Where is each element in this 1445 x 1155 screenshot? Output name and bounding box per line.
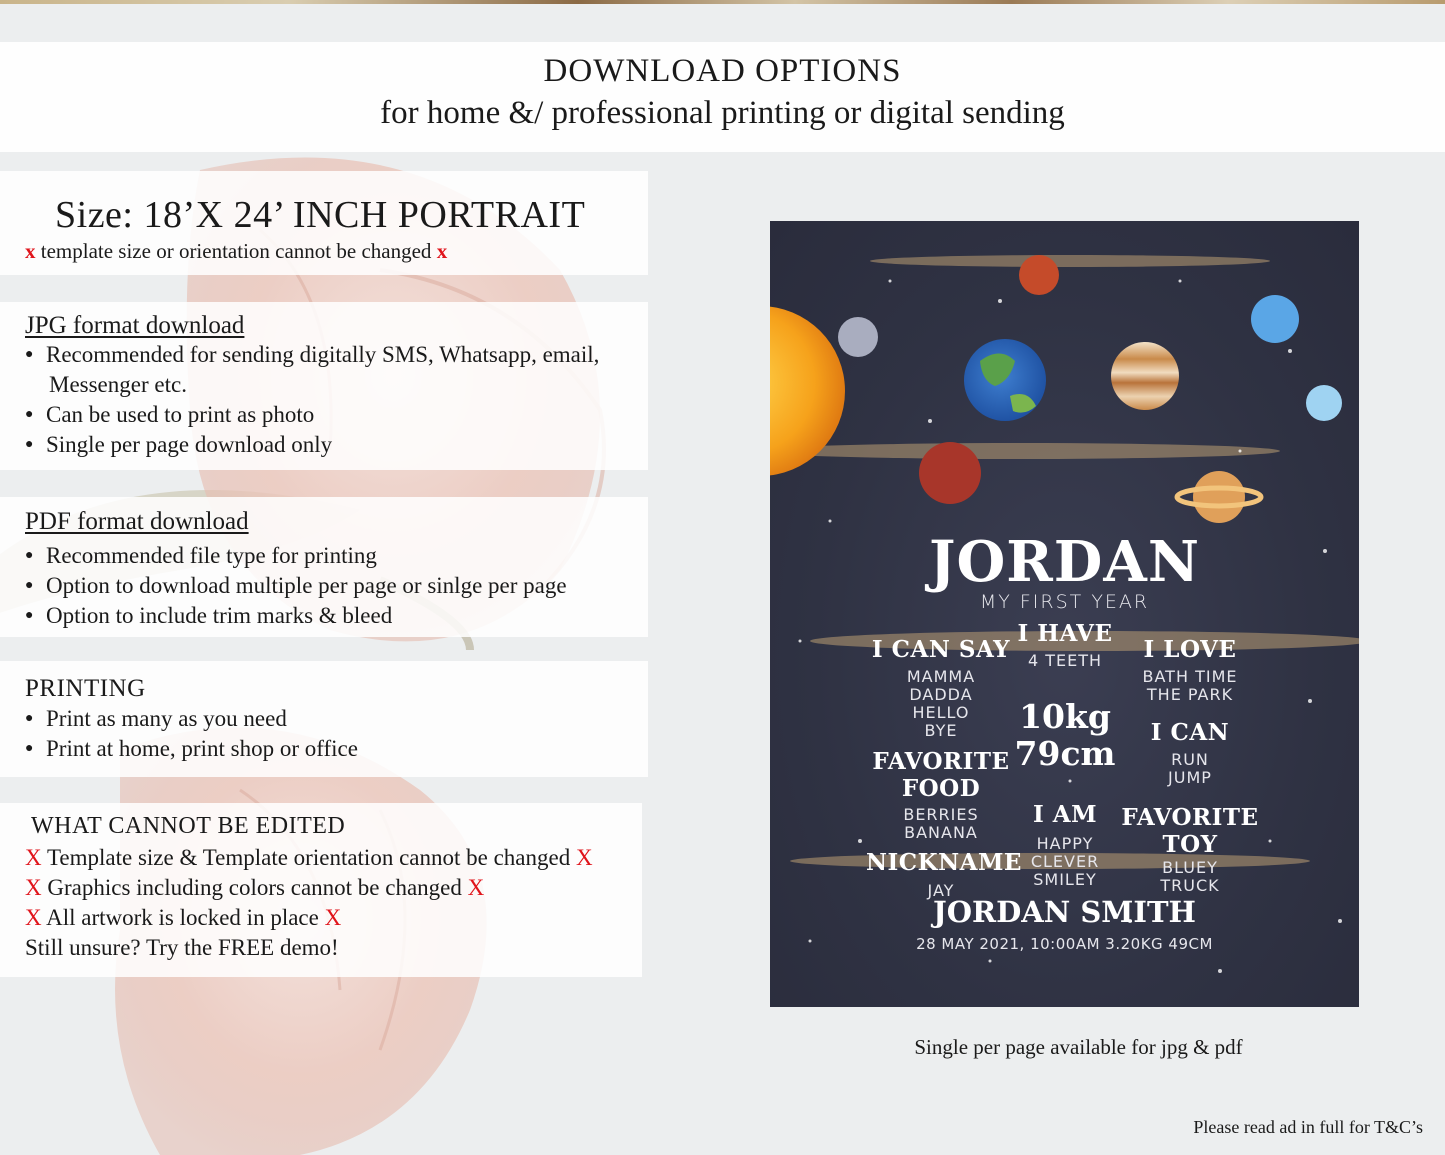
favorite-toy-title: FAVORITE TOY (1121, 804, 1259, 858)
top-photo-strip (0, 0, 1445, 4)
poster-name: JORDAN (928, 529, 1200, 595)
favorite-food-values: BERRIES BANANA (903, 805, 979, 842)
cannot-edit-line: X All artwork is locked in place X (25, 905, 342, 930)
moon-illustration (838, 317, 878, 357)
x-mark-icon: X (467, 875, 485, 900)
x-mark-icon: x (25, 239, 36, 263)
earth-illustration (964, 339, 1046, 421)
page-title: DOWNLOAD OPTIONS (543, 53, 902, 89)
cannot-edit-line: X Template size & Template orientation cannot be changed X (25, 845, 593, 870)
nickname-value: JAY (927, 881, 955, 900)
x-mark-icon: X (575, 845, 593, 870)
poster-caption: Single per page available for jpg & pdf (914, 1035, 1243, 1059)
terms-note: Please read ad in full for T&C’s (1193, 1117, 1423, 1137)
poster-artwork (770, 221, 1359, 1007)
i-am-values: HAPPY CLEVER SMILEY (1030, 834, 1100, 889)
size-note-text: template size or orientation cannot be changed (40, 239, 432, 263)
x-mark-icon: X (25, 875, 42, 900)
printing-panel (0, 661, 648, 777)
jpg-format-title: JPG format download (25, 312, 245, 339)
i-can-values: RUN JUMP (1168, 750, 1212, 787)
page-subtitle: for home &/ professional printing or digital sending (380, 95, 1065, 131)
i-can-say-values: MAMMA DADDA HELLO BYE (906, 667, 976, 740)
poster-weight: 10kg (1019, 697, 1111, 736)
saturn-illustration (1177, 471, 1261, 523)
jpg-format-list (25, 340, 599, 460)
printing-title: PRINTING (25, 675, 146, 702)
header-banner (0, 42, 1445, 152)
poster-full-name: JORDAN SMITH (933, 895, 1196, 929)
i-love-title: I LOVE (1143, 636, 1237, 663)
list-item: ● Can be used to print as photo (25, 400, 599, 430)
size-note (25, 239, 447, 264)
i-have-title: I HAVE (1017, 620, 1113, 647)
uranus-illustration (1306, 385, 1342, 421)
printing-list (25, 704, 358, 764)
i-have-value: 4 TEETH (1027, 651, 1103, 670)
list-item: ● Single per page download only (25, 430, 599, 460)
favorite-toy-values: BLUEY TRUCK (1160, 858, 1220, 895)
x-mark-icon: X (25, 845, 42, 870)
i-can-say-title: I CAN SAY (871, 636, 1011, 663)
x-mark-icon: x (436, 239, 448, 263)
list-item: ● Recommended for sending digitally SMS, Whatsapp, email, Messenger etc. (25, 340, 599, 400)
poster-subtitle: MY FIRST YEAR (979, 591, 1150, 613)
list-item: ● Print at home, print shop or office (25, 734, 358, 764)
list-item: ● Option to download multiple per page or sinlge per page (25, 571, 567, 601)
neptune-illustration (1251, 295, 1299, 343)
jpg-format-panel (0, 302, 648, 470)
demo-hint: Still unsure? Try the FREE demo! (25, 935, 339, 960)
cannot-edit-panel (0, 803, 642, 977)
i-am-title: I AM (1032, 801, 1098, 828)
cannot-edit-line: X Graphics including colors cannot be changed X (25, 875, 485, 900)
x-mark-icon: X (25, 905, 42, 930)
poster-preview (770, 221, 1359, 1007)
poster-birth-details: 28 MAY 2021, 10:00AM 3.20KG 49CM (916, 935, 1213, 953)
cannot-edit-title: WHAT CANNOT BE EDITED (31, 813, 346, 839)
size-title: Size: 18’X 24’ INCH PORTRAIT (55, 194, 586, 236)
nickname-title: NICKNAME (866, 849, 1022, 876)
list-item: ● Option to include trim marks & bleed (25, 601, 567, 631)
poster-height: 79cm (1014, 734, 1116, 773)
pdf-format-title: PDF format download (25, 508, 249, 535)
pdf-format-panel (0, 497, 648, 637)
jupiter-illustration (1111, 342, 1179, 410)
favorite-food-title: FAVORITE FOOD (872, 748, 1010, 802)
i-can-title: I CAN (1150, 719, 1230, 746)
planet-red-illustration (919, 442, 981, 504)
i-love-values: BATH TIME THE PARK (1142, 667, 1238, 704)
pdf-format-list (25, 541, 567, 631)
list-item: ● Recommended file type for printing (25, 541, 567, 571)
mars-illustration (1019, 255, 1059, 295)
x-mark-icon: X (324, 905, 342, 930)
size-panel (0, 171, 648, 275)
list-item: ● Print as many as you need (25, 704, 358, 734)
floral-background-illustration (0, 150, 770, 1155)
